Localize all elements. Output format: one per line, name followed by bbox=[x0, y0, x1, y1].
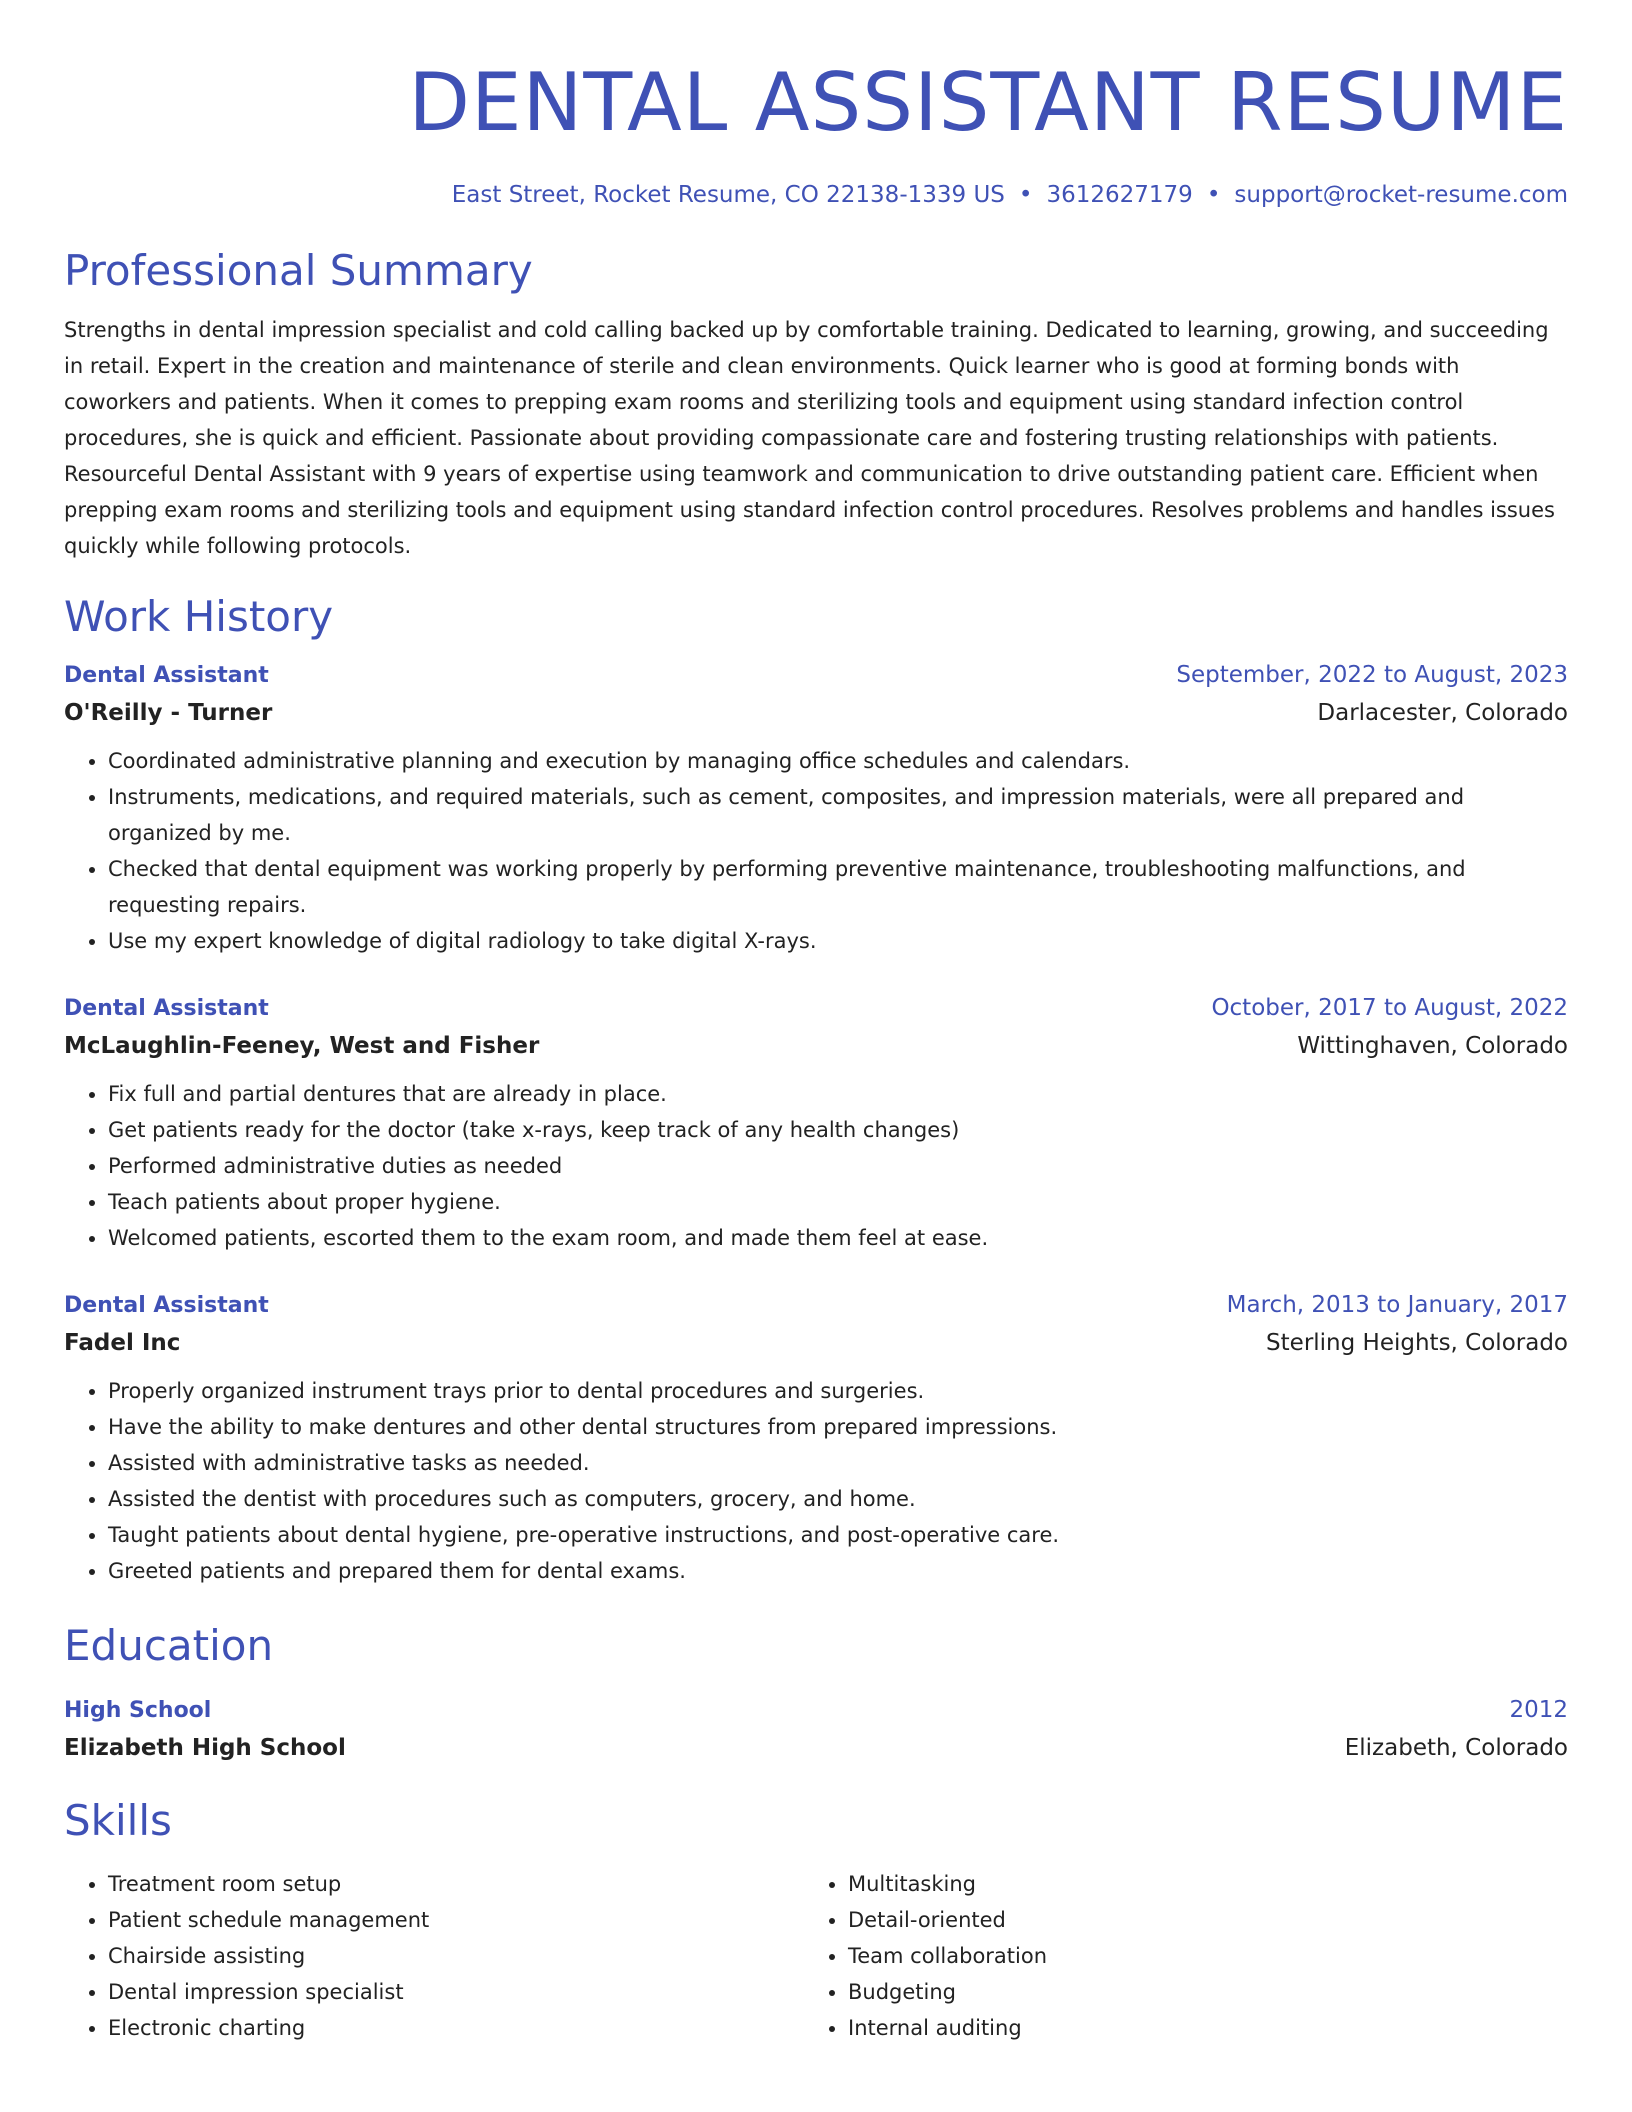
job-bullet: • Taught patients about dental hygiene, pre-operative instructions, and post-operative care. bbox=[108, 1517, 1568, 1553]
education-school-row bbox=[64, 1728, 1568, 1768]
job-location: Sterling Heights, Colorado bbox=[1266, 1330, 1568, 1356]
skills-heading: Skills bbox=[64, 1796, 172, 1845]
contact-phone: 3612627179 bbox=[1046, 182, 1193, 208]
job-header-row bbox=[64, 658, 1568, 693]
job-bullet: • Teach patients about proper hygiene. bbox=[108, 1184, 1568, 1220]
skill-item: • Detail-oriented bbox=[848, 1902, 1544, 1938]
job-bullet: • Performed administrative duties as needed bbox=[108, 1148, 1568, 1184]
job-entry bbox=[64, 991, 1568, 1256]
job-company: O'Reilly - Turner bbox=[64, 700, 273, 726]
job-company: McLaughlin-Feeney, West and Fisher bbox=[64, 1033, 540, 1059]
education-location: Elizabeth, Colorado bbox=[1344, 1735, 1568, 1761]
education-year: 2012 bbox=[1509, 1697, 1568, 1723]
skill-item: • Chairside assisting bbox=[108, 1938, 804, 1974]
job-location: Wittinghaven, Colorado bbox=[1297, 1033, 1568, 1059]
education-heading: Education bbox=[64, 1621, 274, 1670]
job-bullet: • Checked that dental equipment was working properly by performing preventive maintenance, troubleshooting malfunctions, and requesting repairs. bbox=[108, 851, 1568, 923]
job-bullet: • Use my expert knowledge of digital radiology to take digital X-rays. bbox=[108, 923, 1568, 959]
contact-email: support@rocket-resume.com bbox=[1234, 182, 1568, 208]
job-bullet: • Properly organized instrument trays prior to dental procedures and surgeries. bbox=[108, 1373, 1568, 1409]
job-header-row bbox=[64, 1288, 1568, 1323]
summary-text: Strengths in dental impression specialist and cold calling backed up by comfortable training. Dedicated to learning, growing, and succeeding in retail. Expert in the creation and maintenance of sterile and clean environments. Quick learner who is good at forming bonds with coworkers and patients. When it comes to prepping exam rooms and sterilizing tools and equipment using standard infection control procedures, she is quick and efficient. Passionate about providing compassionate care and fostering trusting relationships with patients. Resourceful Dental Assistant with 9 years of expertise using teamwork and communication to drive outstanding patient care. Efficient when prepping exam rooms and sterilizing tools and equipment using standard infection control procedures. Resolves problems and handles issues quickly while following protocols. bbox=[64, 318, 1555, 558]
contact-separator: • bbox=[1018, 182, 1033, 208]
job-bullet: • Instruments, medications, and required materials, such as cement, composites, and impression materials, were all prepared and organized by me. bbox=[108, 779, 1568, 851]
job-bullet: • Get patients ready for the doctor (take x-rays, keep track of any health changes) bbox=[108, 1112, 1568, 1148]
job-company-row bbox=[64, 1026, 1568, 1066]
skills-list-left bbox=[64, 1866, 804, 2046]
skill-item: • Treatment room setup bbox=[108, 1866, 804, 1902]
job-dates: October, 2017 to August, 2022 bbox=[1211, 995, 1568, 1021]
job-role: Dental Assistant bbox=[64, 1293, 269, 1318]
education-entry bbox=[64, 1693, 1568, 1768]
job-header-row bbox=[64, 991, 1568, 1026]
job-dates: March, 2013 to January, 2017 bbox=[1226, 1292, 1568, 1318]
job-entry bbox=[64, 658, 1568, 959]
skill-item: • Team collaboration bbox=[848, 1938, 1544, 1974]
job-bullet: • Coordinated administrative planning and execution by managing office schedules and calendars. bbox=[108, 743, 1568, 779]
skill-item: • Budgeting bbox=[848, 1974, 1544, 2010]
job-entry bbox=[64, 1288, 1568, 1589]
skill-item: • Dental impression specialist bbox=[108, 1974, 804, 2010]
education-header-row bbox=[64, 1693, 1568, 1728]
job-bullets bbox=[64, 1076, 1568, 1256]
job-company-row bbox=[64, 693, 1568, 733]
job-bullet: • Assisted with administrative tasks as needed. bbox=[108, 1445, 1568, 1481]
job-bullet: • Assisted the dentist with procedures such as computers, grocery, and home. bbox=[108, 1481, 1568, 1517]
job-bullet: • Fix full and partial dentures that are already in place. bbox=[108, 1076, 1568, 1112]
contact-address: East Street, Rocket Resume, CO 22138-1339 US bbox=[451, 182, 1005, 208]
job-bullet: • Have the ability to make dentures and other dental structures from prepared impressions. bbox=[108, 1409, 1568, 1445]
job-location: Darlacester, Colorado bbox=[1317, 700, 1568, 726]
job-bullets bbox=[64, 1373, 1568, 1589]
education-degree: High School bbox=[64, 1698, 212, 1723]
work-history-heading: Work History bbox=[64, 592, 334, 641]
resume-title: DENTAL ASSISTANT RESUME bbox=[408, 56, 1568, 149]
skills-columns bbox=[64, 1866, 1568, 2046]
skill-item: • Multitasking bbox=[848, 1866, 1544, 1902]
contact-line bbox=[64, 180, 1568, 210]
education-school: Elizabeth High School bbox=[64, 1735, 346, 1761]
summary-heading: Professional Summary bbox=[64, 246, 533, 295]
resume-header bbox=[64, 58, 1568, 210]
skill-item: • Electronic charting bbox=[108, 2010, 804, 2046]
job-bullet: • Greeted patients and prepared them for dental exams. bbox=[108, 1553, 1568, 1589]
job-bullets bbox=[64, 743, 1568, 959]
contact-separator: • bbox=[1206, 182, 1221, 208]
job-company-row bbox=[64, 1323, 1568, 1363]
skills-list-right bbox=[804, 1866, 1544, 2046]
skill-item: • Internal auditing bbox=[848, 2010, 1544, 2046]
job-dates: September, 2022 to August, 2023 bbox=[1176, 662, 1568, 688]
job-bullet: • Welcomed patients, escorted them to the exam room, and made them feel at ease. bbox=[108, 1220, 1568, 1256]
job-role: Dental Assistant bbox=[64, 663, 269, 688]
job-company: Fadel Inc bbox=[64, 1330, 181, 1356]
job-role: Dental Assistant bbox=[64, 996, 269, 1021]
skill-item: • Patient schedule management bbox=[108, 1902, 804, 1938]
